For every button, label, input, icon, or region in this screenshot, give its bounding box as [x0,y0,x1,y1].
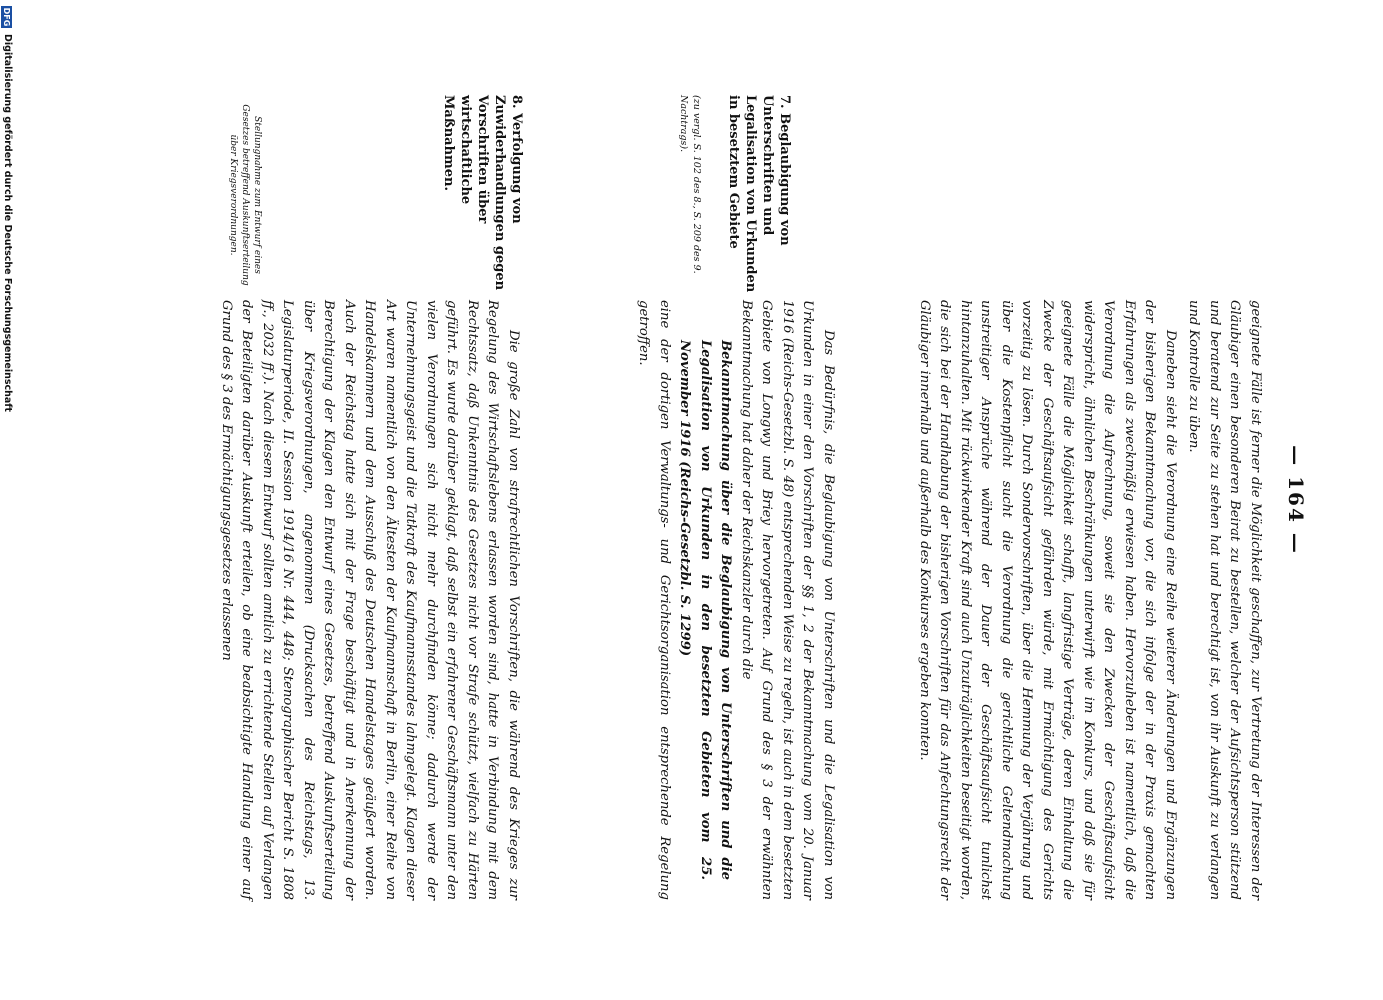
main-text-column [914,300,1266,900]
digitization-footer [0,0,14,1000]
paragraph-2: Daneben sieht die Verordnung eine Reihe weiterer Änderungen und Ergänzungen der bisherigen Bekanntmachung vor, die sich infolge der in der Praxis gemachten Erfahrungen als zweckmäßig erwiesen haben. Hervorzuheben ist namentlich, daß die Verordnung die Aufrechnung, soweit sie den Zwecken der Geschäftsaufsicht widerspricht, ähnlichen Beschränkungen unterwirft wie im Konkurs, und daß sie für geeignete Fälle die Möglichkeit schafft, langfristige Verträge, deren Einhaltung die Zwecke der Geschäftsaufsicht gefährden würde, mit Ermächtigung des Gerichts vorzeitig zu lösen. Durch Sondervorschriften, über die Hemmung der Verjährung und über die Kostenpflicht sucht die Verordnung die gerichtliche Geltendmachung unstreitiger Ansprüche während der Dauer der Geschäftsaufsicht tunlichst hintanzuhalten. Mit rückwirkender Kraft sind auch Unzuträglichkeiten beseitigt worden, die sich bei der Handhabung der bisherigen Vorschriften für das Anfechtungsrecht der Gläubiger innerhalb und außerhalb des Konkurses ergeben konnten. [917,300,1178,900]
sidenote-8-note: Stellungnahme zum Entwurf eines Gesetzes betreffend Auskunftserteilung über Kriegsverordnungen. [228,104,262,286]
paragraph-6: Die große Zahl von strafrechtlichen Vorschriften, die während des Krieges zur Regelung des Wirtschaftslebens erlassen worden sind, hatte in Verbindung mit dem Rechtssatz, daß Unkenntnis des Gesetzes nicht vor Strafe schützt, vielfach zu Härten geführt. Es wurde darüber geklagt, daß selbst ein erfahrener Geschäftsmann unter den vielen Verordnungen sich nicht mehr durchfinden könne; dadurch werde der Unternehmungsgeist und die Tatkraft des Kaufmannsstandes lahmgelegt. Klagen dieser Art waren namentlich von den Ältesten der Kaufmannschaft in Berlin, einer Reihe von Handelskammern und dem Ausschuß des Deutschen Handelstages geäußert worden. Auch der Reichstag hatte sich mit der Frage beschäftigt und in Anerkennung der Berechtigung der Klagen den Entwurf eines Gesetzes, betreffend Auskunftserteilung über Kriegsverordnungen, angenommen (Drucksachen des Reichstags, 13. Legislaturperiode, II. Session 1914/16 Nr. 444, 448; Stenographischer Bericht S. 1808 ff., 2032 ff.). Nach diesem Entwurf sollten amtlich zu errichtende Stellen auf Verlangen der Beteiligten darüber Auskunft erteilen, ob eine beabsichtigte Handlung einer auf Grund des § 3 des Ermächtigungsgesetzes erlassenen [219,300,521,900]
paragraph-3: Das Bedürfnis, die Beglaubigung von Unterschriften und die Legalisation von Urkunden in einer den Vorschriften der §§ 1, 2 der Bekanntmachung vom 20. Januar 1916 (Reichs-Gesetzbl. S. 48) entsprechenden Weise zu regeln, ist auch in dem besetzten Gebiete von Longwy und Briey hervorgetreten. Auf Grund des § 3 der erwähnten Bekanntmachung hat daher der Reichskanzler durch die [739,300,836,900]
page-number: — 164 — [1284,445,1308,555]
sidenote-7-reference: (zu vergl. S. 102 des 8., S. 209 des 9. Nachtrags). [678,95,702,274]
section-7-text [633,300,838,900]
section-8-text [216,300,524,900]
paragraph-4-citation: Bekanntmachung über die Beglaubigung von Unterschriften und die Legalisation von Urkunden in den besetzten Gebieten vom 25. November 1916 (Reichs-Gesetzbl. S. 1299) [677,340,734,880]
paragraph-1: geeignete Fälle ist ferner die Möglichkeit geschaffen, zur Vertretung der Interessen der Gläubiger einen besonderen Beirat zu bestellen, welcher der Aufsichtsperson stützend und beratend zur Seite zu stehen hat und berechtigt ist, von ihr Auskunft zu verlangen und Kontrolle zu üben. [1186,300,1263,900]
paragraph-5: eine der dortigen Verwaltungs- und Gerichtsorganisation entsprechende Regelung getroffen. [636,300,672,900]
sidenote-8-title: 8. Verfolgung von Zuwiderhandlungen gegen Vorschriften über wirtschaftliche Maßnahmen. [441,95,524,291]
dfg-credit-text: Digitalisierung gefördert durch die Deutsche Forschungsgemeinschaft [2,34,13,412]
dfg-logo-icon: DFG [2,7,11,27]
sidenote-7-title: 7. Beglaubigung von Unterschriften und Legalisation von Urkunden in besetztem Gebiete [726,95,792,293]
